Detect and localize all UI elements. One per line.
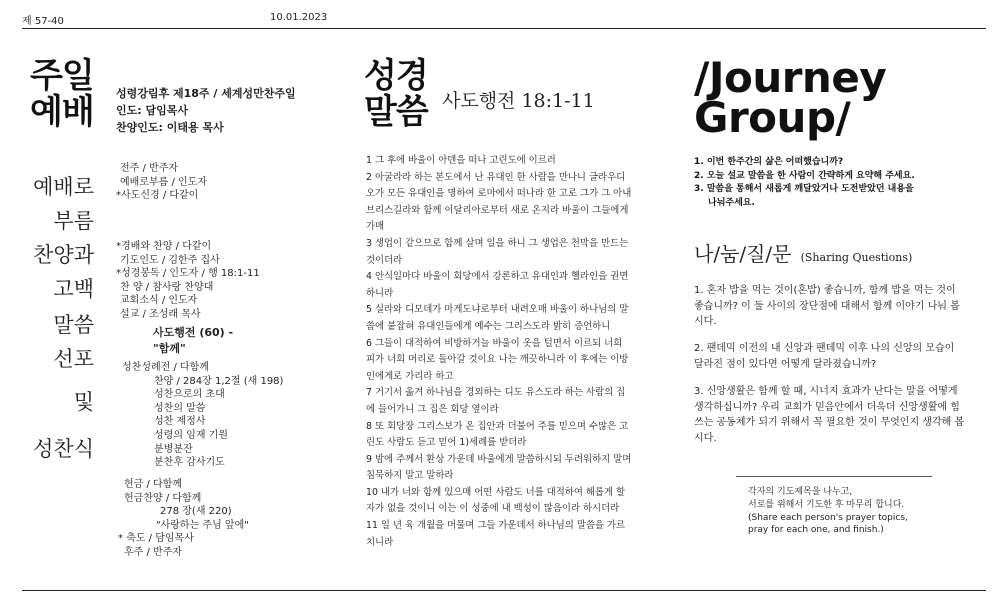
- sharing-heading: [694, 238, 912, 267]
- worship-title: [30, 58, 94, 130]
- journey-prompt: 나눠주세요.: [708, 197, 755, 208]
- journey-prompt: 3. 말씀을 통해서 새롭게 깨달았거나 도전받았던 내용을: [694, 184, 914, 195]
- offering-hymn: 278 장(새 220): [160, 506, 232, 518]
- program-call: [116, 162, 207, 203]
- sermon-subtitle: "함께": [153, 342, 186, 355]
- communion-item: 성찬 제정사: [154, 416, 206, 428]
- section-call-to-worship: [20, 170, 94, 238]
- journey-title: [694, 53, 887, 142]
- verse: 8 또 회당장 그리스보가 온 집안과 더불어 주를 믿으며 수많은 고린도 사람도 듣고 믿어 1)세례를 받더라: [366, 420, 629, 449]
- verse: 3 생업이 같으므로 함께 살며 일을 하니 그 생업은 천막을 만드는 것이더라: [366, 237, 629, 266]
- section-label: 말씀: [53, 313, 94, 337]
- section-communion: [20, 432, 94, 466]
- communion-item: 찬양 / 284장 1,2절 (새 198): [154, 375, 284, 387]
- sharing-question: 1. 혼자 밥을 먹는 것이(혼밥) 좋습니까, 함께 밥을 먹는 것이 좋습니까? 이 둘 사이의 장단점에 대해서 함께 이야기 나눠 봅시다.: [694, 285, 960, 327]
- service-info: [116, 85, 296, 136]
- verse: 5 실라와 디모데가 마게도냐로부터 내려오매 바울이 하나님의 말씀에 붙잡혀 유대인들에게 예수는 그리스도라 밝히 증언하니: [366, 304, 629, 332]
- program-item: 예배로부름 / 인도자: [120, 176, 208, 188]
- closing-line: 각자의 기도제목을 나누고,: [748, 487, 853, 497]
- verse: 7 거기서 옮겨 하나님을 경외하는 디도 유스도라 하는 사람의 집에 들어가니 그 집은 회당 옆이라: [366, 387, 626, 415]
- bulletin-date: 10.01.2023: [270, 12, 328, 23]
- offering: 헌금 / 다함께: [124, 479, 183, 490]
- service-subtitle: 성령강림후 제18주 / 세계성만찬주일: [116, 87, 296, 100]
- verse: 1 그 후에 바울이 아덴을 떠나 고린도에 이르러: [366, 155, 556, 166]
- verse: 10 내가 너와 함께 있으매 어떤 사람도 너를 대적하여 해롭게 할 자가 없을 것이니 이는 이 성중에 내 백성이 많음이라 하시더라: [366, 486, 626, 515]
- program-item: *사도신경 / 다같이: [116, 190, 199, 202]
- issue-number: 제 57-40: [22, 16, 64, 27]
- section-label: 및: [73, 390, 94, 414]
- section-label: 고백: [53, 277, 94, 301]
- sermon: [153, 325, 233, 357]
- closing-line: pray for each one, and finish.): [748, 525, 884, 536]
- communion: [122, 361, 283, 470]
- worship-title-line1: 주일: [30, 56, 94, 96]
- sharing-subtitle: (Sharing Questions): [800, 251, 913, 264]
- program-item: 교회소식 / 인도자: [120, 295, 198, 307]
- sharing-question: 3. 신앙생활은 함께 할 때, 시너지 효과가 난다는 말을 어떻게 생각하십니까? 우리 교회가 믿음안에서 더욱더 신앙생활에 힘쓰는 공동체가 되기 위해서 꼭 필요한 것이 무엇인지 생각해 봅시다.: [694, 386, 965, 444]
- scripture-title: [364, 58, 428, 130]
- bottom-rule: [22, 590, 986, 591]
- section-praise-confession: [20, 238, 94, 306]
- verse: 11 일 년 육 개월을 머물며 그들 가운데서 하나님의 말씀을 가르치니라: [366, 520, 626, 548]
- program-item: 전주 / 반주자: [120, 163, 179, 174]
- scripture-verses: [366, 153, 634, 551]
- service-preacher: 인도: 담임목사: [116, 104, 188, 117]
- section-label: 찬양과: [33, 243, 94, 267]
- section-word: [20, 308, 94, 376]
- program-item: 기도인도 / 김한주 집사: [120, 254, 220, 266]
- section-and: [20, 385, 94, 419]
- journey-title-line2: Group/: [694, 93, 851, 142]
- offering-song: 헌금찬양 / 다함께: [124, 492, 202, 504]
- offering-hymn-title: "사랑하는 주님 앞에": [156, 519, 249, 531]
- section-label: 예배로: [33, 175, 94, 199]
- section-label: 부름: [53, 209, 94, 233]
- program-item: 설교 / 조성래 목사: [120, 308, 201, 320]
- closing-note: [748, 486, 908, 537]
- communion-item: 성령의 임재 기원: [154, 429, 228, 441]
- sharing-question: 2. 팬데믹 이전의 내 신앙과 팬데믹 이후 나의 신앙의 모습이 달라진 점이 있다면 어떻게 달라졌습니까?: [694, 343, 955, 370]
- journey-prompt: 1. 이번 한주간의 삶은 어떠했습니까?: [694, 157, 844, 167]
- closing-line: (Share each person's prayer topics,: [748, 512, 908, 523]
- program-praise: [116, 240, 260, 322]
- worship-title-line2: 예배: [30, 92, 94, 132]
- section-label: 성찬식: [33, 437, 94, 461]
- communion-item: 성찬의 말씀: [154, 402, 206, 414]
- communion-item: 성찬으로의 초대: [154, 389, 225, 401]
- top-rule: [22, 28, 986, 29]
- verse: 2 아굴라라 하는 본도에서 난 유대인 한 사람을 만나니 글라우디오가 모든 유대인을 명하여 로마에서 떠나라 한 고로 그가 그 아내 브리스길라와 함께 이달리아로부터 새로 온지라 바울이 그들에게 가매: [366, 171, 632, 233]
- benediction: * 축도 / 담임목사: [118, 533, 194, 545]
- journey-prompts: [694, 156, 915, 210]
- verse: 9 밤에 주께서 환상 가운데 바울에게 말씀하시되 두려워하지 말며 침묵하지 말고 말하라: [366, 453, 632, 482]
- postlude: 후주 / 반주자: [124, 546, 183, 558]
- program-item: 찬 양 / 참사랑 찬양대: [120, 281, 214, 293]
- program-closing: [118, 478, 249, 560]
- program-item: *성경봉독 / 인도자 / 행 18:1-11: [116, 268, 260, 280]
- closing-line: 서로를 위해서 기도한 후 마무리 합니다.: [748, 499, 905, 510]
- journey-prompt: 2. 오늘 설교 말씀을 한 사람이 간략하게 요약해 주세요.: [694, 170, 915, 181]
- sermon-title: 사도행전 (60) -: [153, 326, 234, 339]
- verse: 4 안식일마다 바울이 회당에서 강론하고 유대인과 헬라인을 권면하니라: [366, 271, 629, 299]
- program-item: *경배와 찬양 / 다같이: [116, 241, 212, 252]
- communion-item: 분병분잔: [154, 443, 193, 455]
- journey-title-line1: /Journey: [694, 53, 887, 102]
- scripture-reference: 사도행전 18:1-11: [442, 90, 595, 112]
- section-label: 선포: [53, 347, 94, 371]
- communion-label: 성찬성례전 / 다함께: [122, 362, 210, 373]
- verse: 6 그들이 대적하여 비방하거늘 바울이 옷을 털면서 이르되 너희 피가 너희 머리로 돌아갈 것이요 나는 깨끗하니라 이 후에는 이방인에게로 가리라 하고: [366, 337, 629, 382]
- closing-divider: [736, 476, 932, 477]
- scripture-title-line1: 성경: [364, 56, 428, 96]
- sharing-title: 나/눔/질/문: [694, 242, 792, 266]
- communion-item: 분찬후 감사기도: [154, 457, 225, 469]
- service-song-leader: 찬양인도: 이태용 목사: [116, 121, 224, 134]
- scripture-title-line2: 말씀: [364, 92, 428, 132]
